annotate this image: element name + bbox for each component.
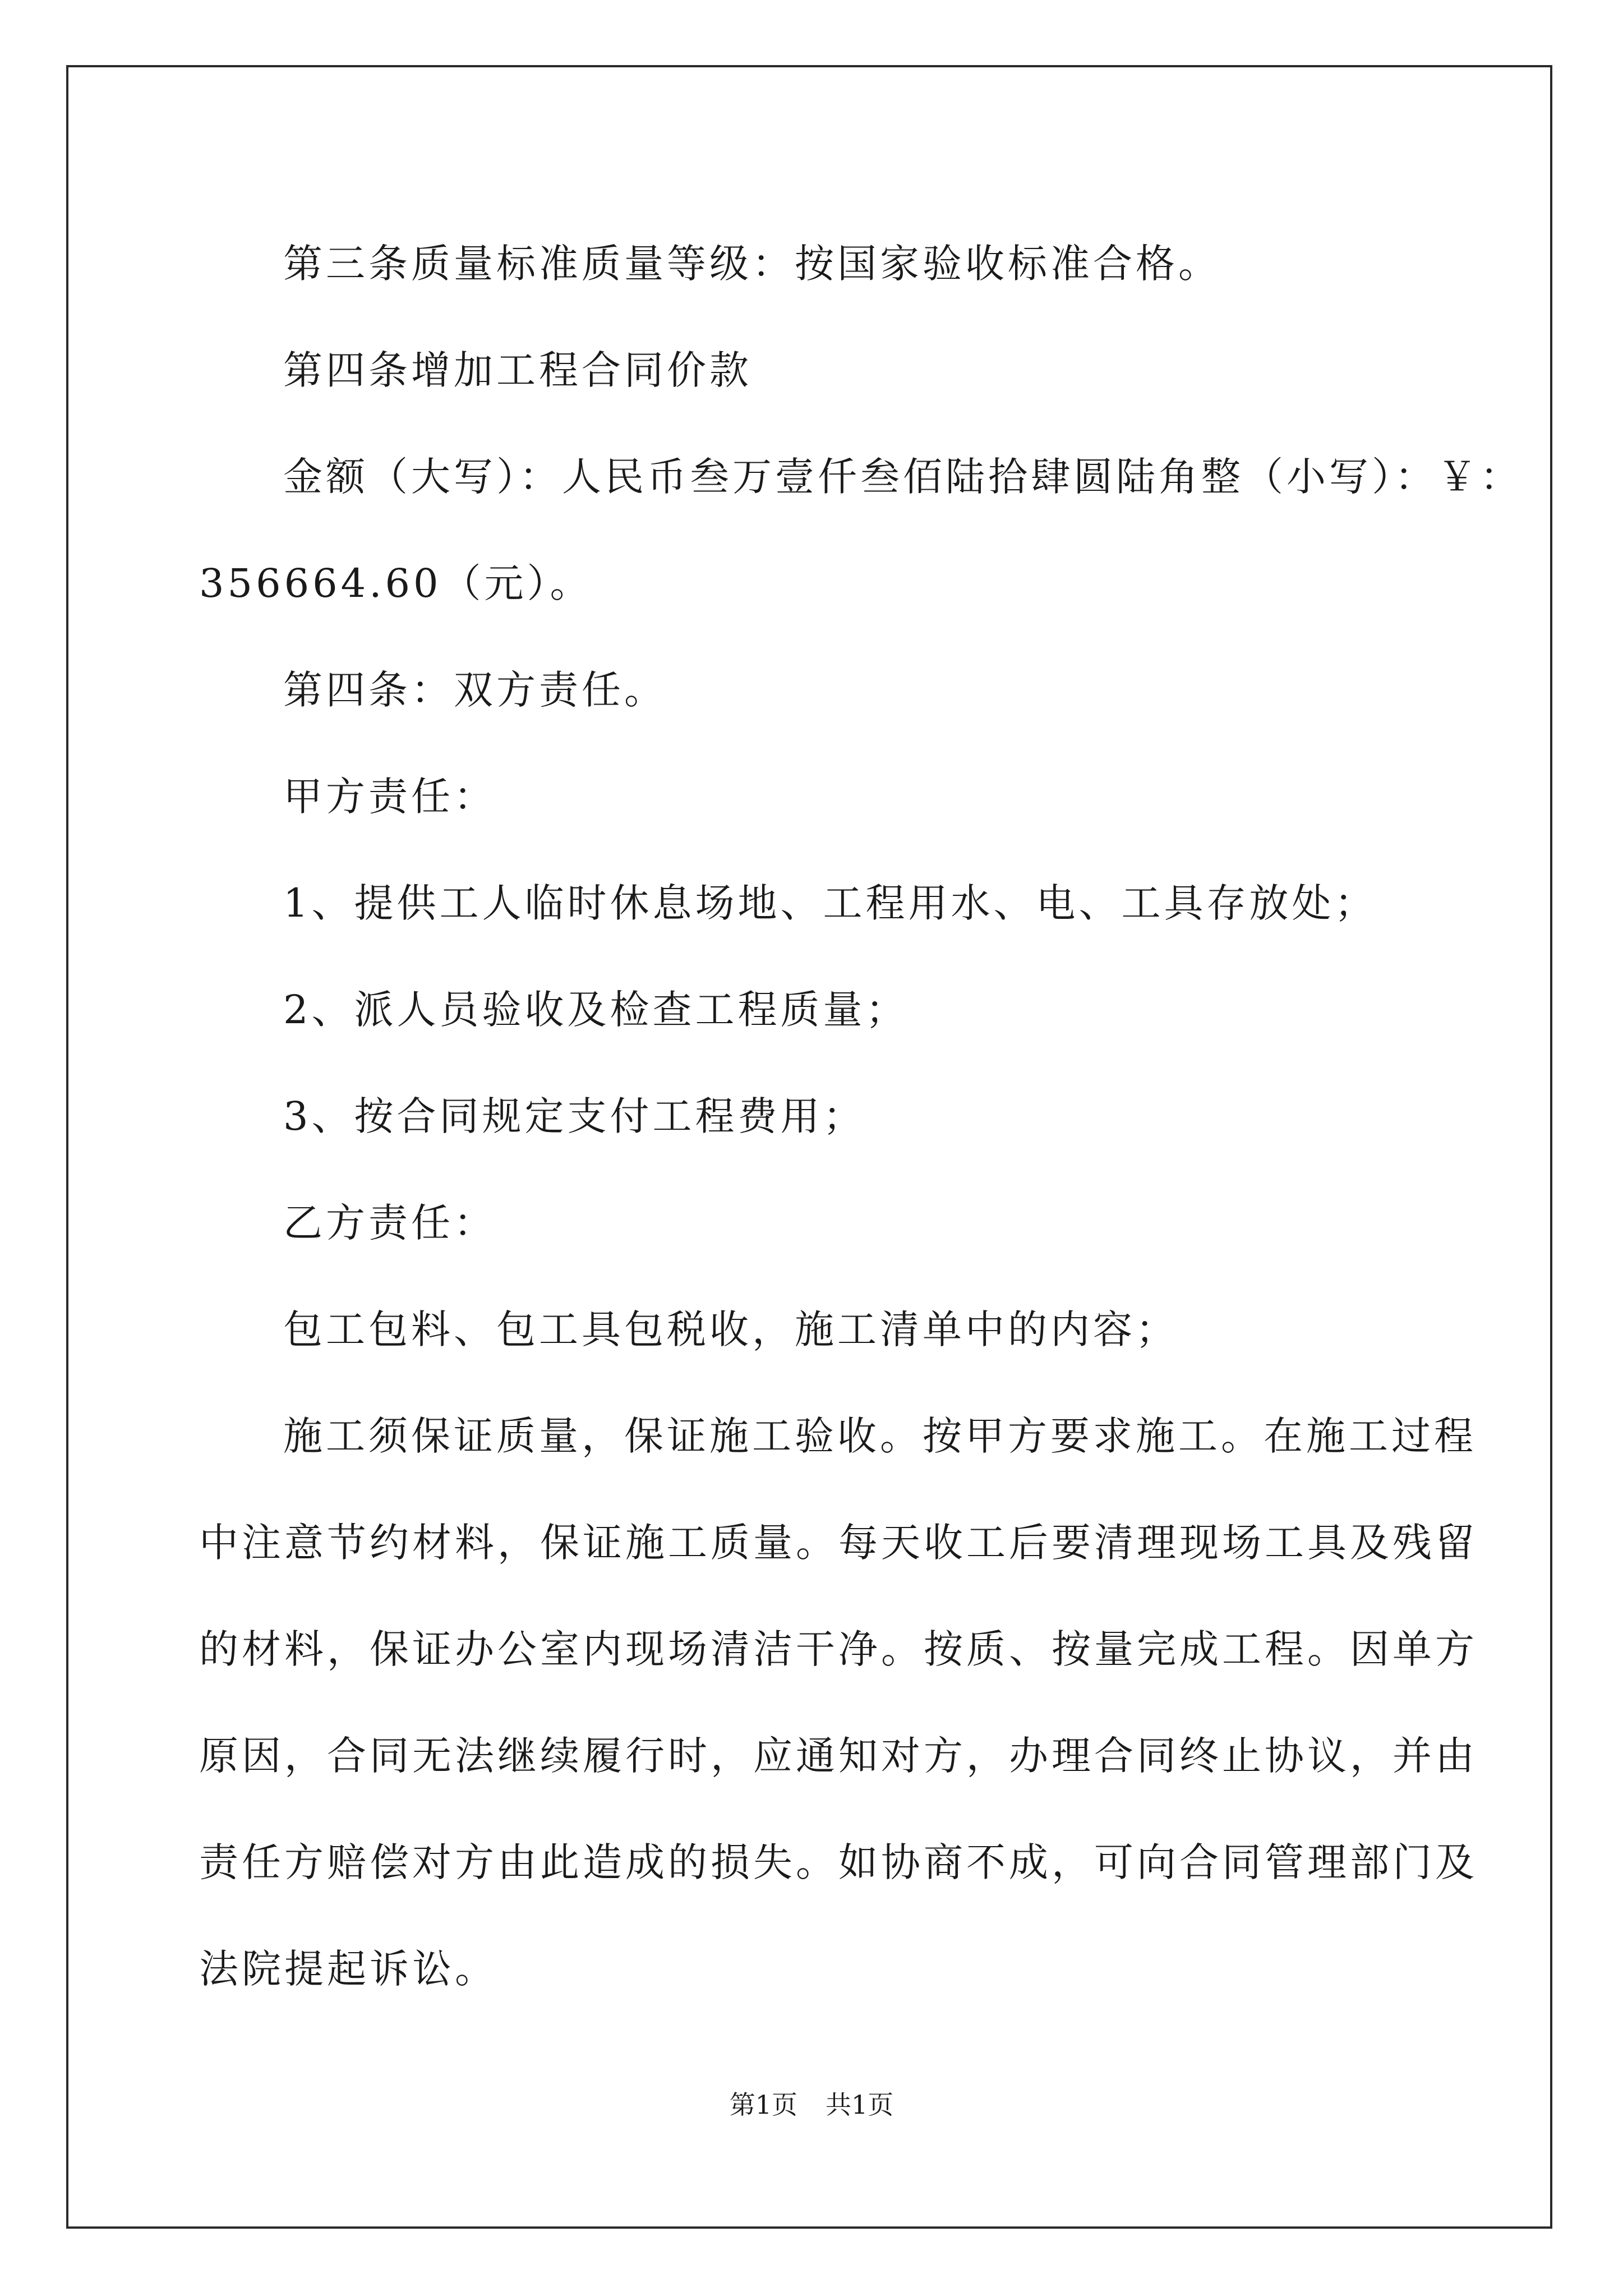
document-body bbox=[199, 210, 1523, 2022]
party-b-paragraph-line-4: 原因，合同无法继续履行时，应通知对方，办理合同终止协议，并由 bbox=[199, 1733, 1478, 1779]
page-footer bbox=[0, 2088, 1623, 2122]
party-b-heading: 乙方责任： bbox=[283, 1200, 496, 1246]
page-number-current: 第1页 bbox=[729, 2090, 797, 2120]
party-b-paragraph-line-2: 中注意节约材料，保证施工质量。每天收工后要清理现场工具及残留 bbox=[199, 1520, 1478, 1566]
party-a-heading: 甲方责任： bbox=[283, 774, 496, 820]
clause-3-quality: 第三条质量标准质量等级：按国家验收标准合格。 bbox=[283, 241, 1221, 287]
party-a-item-3: 3、按合同规定支付工程费用； bbox=[283, 1093, 866, 1139]
party-a-item-1: 1、提供工人临时休息场地、工程用水、电、工具存放处； bbox=[283, 880, 1377, 926]
party-b-paragraph-line-3: 的材料，保证办公室内现场清洁干净。按质、按量完成工程。因单方 bbox=[199, 1626, 1478, 1672]
clause-4-heading: 第四条增加工程合同价款 bbox=[283, 347, 752, 393]
party-b-paragraph-line-5: 责任方赔偿对方由此造成的损失。如协商不成，可向合同管理部门及 bbox=[199, 1839, 1478, 1885]
amount-line: 金额（大写）：人民币叁万壹仟叁佰陆拾肆圆陆角整（小写）：￥： bbox=[283, 454, 1523, 500]
clause-4-responsibilities: 第四条：双方责任。 bbox=[283, 667, 667, 713]
party-b-paragraph-line-6: 法院提起诉讼。 bbox=[199, 1946, 497, 1992]
party-a-item-2: 2、派人员验收及检查工程质量； bbox=[283, 987, 909, 1033]
party-b-item-1: 包工包料、包工具包税收，施工清单中的内容； bbox=[283, 1306, 1178, 1352]
party-b-paragraph-line-1: 施工须保证质量，保证施工验收。按甲方要求施工。在施工过程 bbox=[283, 1413, 1477, 1459]
page-number-total: 共1页 bbox=[826, 2090, 894, 2120]
amount-figure: 356664.60（元）。 bbox=[199, 560, 593, 606]
